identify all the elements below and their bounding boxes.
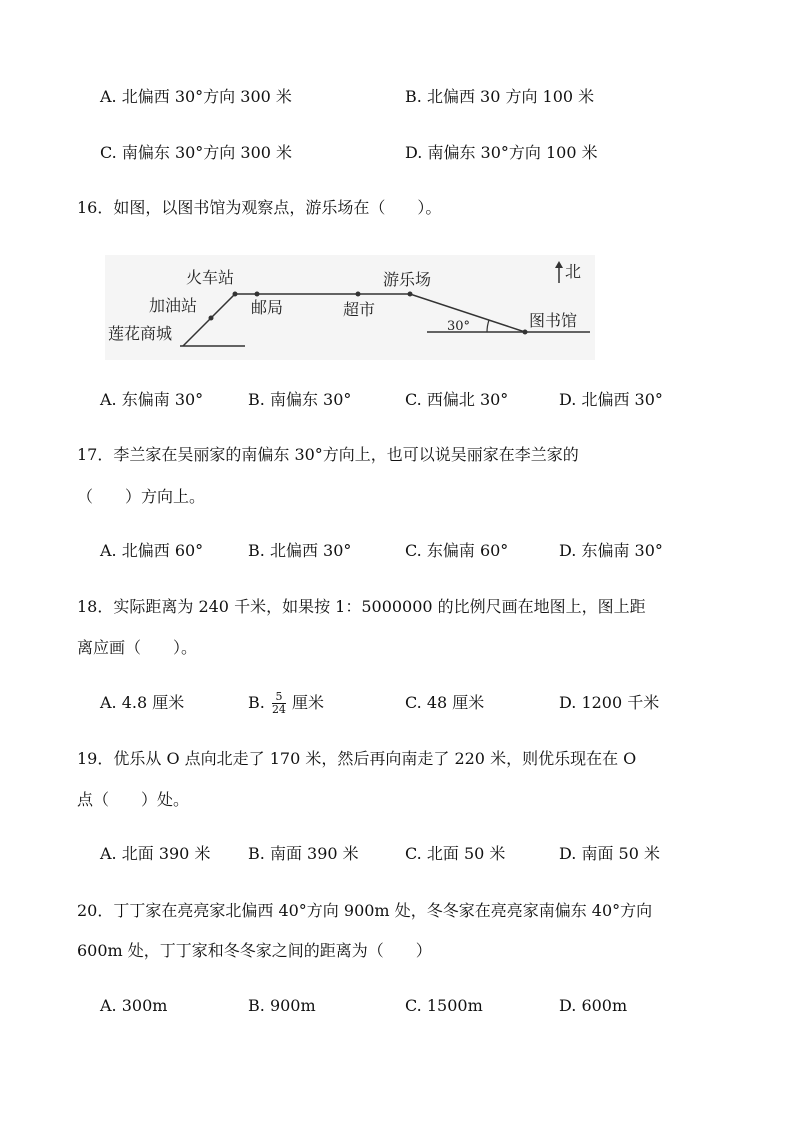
label-library: 图书馆 [529, 311, 578, 330]
amusement-park-point [408, 292, 413, 297]
q20-question-line-2: 600m 处，丁丁家和冬冬家之间的距离为（ ） [77, 941, 432, 960]
q17-option-c[interactable]: C. 东偏南 60° [405, 541, 509, 560]
q19-option-d[interactable]: D. 南面 50 米 [559, 844, 660, 863]
q19-question-line-2: 点（ ）处。 [77, 790, 190, 809]
label-lotus-mall: 莲花商城 [108, 324, 173, 343]
fraction-denominator: 24 [271, 703, 286, 716]
q17-question-line-1: 17．李兰家在吴丽家的南偏东 30°方向上，也可以说吴丽家在李兰家的 [77, 445, 579, 464]
q15-option-a[interactable]: A. 北偏西 30°方向 300 米 [100, 87, 292, 106]
label-post-office: 邮局 [251, 298, 284, 317]
label-north: 北 [565, 262, 582, 281]
q17-question-line-2: （ ）方向上。 [77, 487, 206, 506]
q20-option-b[interactable]: B. 900m [248, 996, 316, 1015]
label-train-station: 火车站 [186, 268, 235, 287]
q15-option-b[interactable]: B. 北偏西 30 方向 100 米 [405, 87, 595, 106]
q20-option-d[interactable]: D. 600m [559, 996, 628, 1015]
q15-option-d[interactable]: D. 南偏东 30°方向 100 米 [405, 143, 598, 162]
q17-option-a[interactable]: A. 北偏西 60° [100, 541, 204, 560]
q18-option-a[interactable]: A. 4.8 厘米 [100, 693, 185, 712]
q19-option-b[interactable]: B. 南面 390 米 [248, 844, 359, 863]
q17-option-d[interactable]: D. 东偏南 30° [559, 541, 663, 560]
q20-options-row [0, 992, 794, 1020]
q18-question-line-1: 18．实际距离为 240 千米，如果按 1：5000000 的比例尺画在地图上，图上距 [77, 597, 646, 616]
q15-options-row-1 [0, 83, 794, 111]
post-office-point [255, 292, 260, 297]
q17-options-row [0, 537, 794, 565]
fraction [272, 691, 286, 716]
q18-option-c[interactable]: C. 48 厘米 [405, 693, 485, 712]
q19-options-row [0, 840, 794, 868]
q20-option-a[interactable]: A. 300m [100, 996, 168, 1015]
q16-option-d[interactable]: D. 北偏西 30° [559, 390, 663, 409]
q19-question-line-1: 19．优乐从 O 点向北走了 170 米，然后再向南走了 220 米，则优乐现在在 O [77, 749, 637, 768]
label-supermarket: 超市 [343, 300, 376, 319]
q18-option-b[interactable]: B. $\frac{5}{24}$ 厘米 [248, 690, 324, 716]
q18-option-d[interactable]: D. 1200 千米 [559, 693, 660, 712]
q19-option-c[interactable]: C. 北面 50 米 [405, 844, 506, 863]
q16-options-row [0, 386, 794, 414]
library-point [523, 330, 528, 335]
gas-station-point [209, 316, 214, 321]
q16-map-figure [105, 255, 595, 360]
q15-options-row-2 [0, 139, 794, 167]
q18-options-row [0, 689, 794, 717]
label-amusement-park: 游乐场 [383, 270, 432, 289]
q19-option-a[interactable]: A. 北面 390 米 [100, 844, 211, 863]
fraction-numerator: 5 [272, 691, 286, 704]
q15-option-c[interactable]: C. 南偏东 30°方向 300 米 [100, 143, 293, 162]
q16-option-a[interactable]: A. 东偏南 30° [100, 390, 204, 409]
label-angle: 30° [447, 319, 471, 334]
q20-option-c[interactable]: C. 1500m [405, 996, 483, 1015]
supermarket-point [356, 292, 361, 297]
label-gas-station: 加油站 [149, 296, 198, 315]
q16-option-c[interactable]: C. 西偏北 30° [405, 390, 509, 409]
q17-option-b[interactable]: B. 北偏西 30° [248, 541, 352, 560]
q18-question-line-2: 离应画（ ）。 [77, 638, 198, 657]
q20-question-line-1: 20．丁丁家在亮亮家北偏西 40°方向 900m 处，冬冬家在亮亮家南偏东 40°方向 [77, 901, 653, 920]
q16-option-b[interactable]: B. 南偏东 30° [248, 390, 352, 409]
train-station-point [233, 292, 238, 297]
q16-question: 16．如图，以图书馆为观察点，游乐场在（ ）。 [77, 198, 442, 217]
